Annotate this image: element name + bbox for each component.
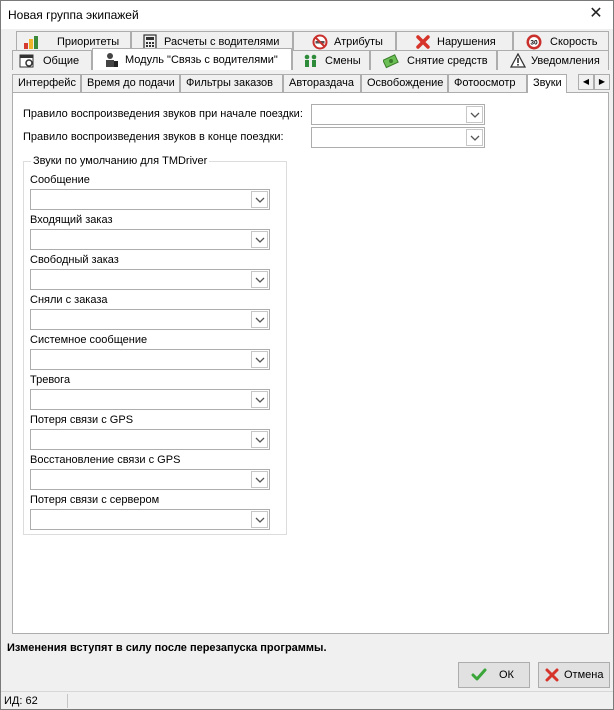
status-separator bbox=[67, 694, 68, 708]
window-title: Новая группа экипажей bbox=[8, 8, 139, 22]
sound-gps-restored-select[interactable] bbox=[30, 469, 270, 490]
subtab-order-filters[interactable]: Фильтры заказов bbox=[180, 74, 283, 92]
start-trip-sound-rule-label: Правило воспроизведения звуков при начале поездки: bbox=[23, 108, 303, 120]
subtab-photo-inspection[interactable]: Фотоосмотр bbox=[448, 74, 527, 92]
sound-order-removed-select[interactable] bbox=[30, 309, 270, 330]
chevron-down-icon[interactable] bbox=[251, 311, 268, 328]
ok-button-label: ОК bbox=[499, 669, 514, 681]
tab-attributes-label: Атрибуты bbox=[334, 36, 383, 48]
warning-icon bbox=[510, 53, 526, 69]
speed-limit-icon bbox=[526, 34, 542, 50]
chevron-down-icon[interactable] bbox=[251, 431, 268, 448]
tab-driver-communication-module-label: Модуль "Связь с водителями" bbox=[125, 54, 278, 66]
title-bar bbox=[1, 1, 613, 29]
sound-server-lost-label: Потеря связи с сервером bbox=[30, 494, 160, 506]
chevron-down-icon[interactable] bbox=[251, 391, 268, 408]
tab-attributes[interactable] bbox=[293, 31, 396, 51]
chevron-down-icon[interactable] bbox=[466, 106, 483, 123]
priority-chart-icon bbox=[23, 34, 39, 50]
sound-order-removed-label: Сняли с заказа bbox=[30, 294, 108, 306]
chevron-down-icon[interactable] bbox=[251, 351, 268, 368]
close-icon[interactable]: ✕ bbox=[589, 5, 603, 22]
check-icon bbox=[471, 668, 487, 682]
sound-free-order-select[interactable] bbox=[30, 269, 270, 290]
money-icon bbox=[383, 53, 399, 69]
driver-phone-icon bbox=[103, 52, 119, 68]
sound-message-select[interactable] bbox=[30, 189, 270, 210]
tab-priorities-label: Приоритеты bbox=[57, 36, 120, 48]
cancel-button[interactable] bbox=[538, 662, 610, 688]
chevron-down-icon[interactable] bbox=[251, 231, 268, 248]
chevron-down-icon[interactable] bbox=[251, 471, 268, 488]
no-smoking-icon bbox=[312, 34, 328, 50]
general-settings-icon bbox=[19, 53, 35, 69]
sound-alarm-label: Тревога bbox=[30, 374, 71, 386]
sound-message-label: Сообщение bbox=[30, 174, 90, 186]
sound-free-order-label: Свободный заказ bbox=[30, 254, 119, 266]
end-trip-sound-rule-label: Правило воспроизведения звуков в конце поездки: bbox=[23, 131, 284, 143]
tab-driver-communication-module[interactable] bbox=[92, 48, 292, 70]
subtab-interface[interactable]: Интерфейс bbox=[12, 74, 81, 92]
tab-violations-label: Нарушения bbox=[437, 36, 496, 48]
ok-button[interactable] bbox=[458, 662, 530, 688]
sounds-panel bbox=[12, 92, 609, 634]
tab-driver-calculations-label: Расчеты с водителями bbox=[164, 36, 280, 48]
tab-withdrawal-label: Снятие средств bbox=[407, 55, 488, 67]
sound-system-message-label: Системное сообщение bbox=[30, 334, 148, 346]
sound-gps-lost-label: Потеря связи с GPS bbox=[30, 414, 134, 426]
svg-text:30: 30 bbox=[530, 39, 538, 47]
restart-notice: Изменения вступят в силу после перезапуска программы. bbox=[7, 642, 327, 654]
tab-speed[interactable] bbox=[513, 31, 609, 51]
subtab-scroll-left-icon[interactable]: ◀ bbox=[578, 74, 594, 90]
tab-general-label: Общие bbox=[43, 55, 80, 67]
people-icon bbox=[303, 53, 319, 69]
sound-gps-lost-select[interactable] bbox=[30, 429, 270, 450]
cancel-cross-icon bbox=[545, 668, 559, 682]
tab-notifications[interactable] bbox=[497, 50, 609, 70]
default-sounds-group-title: Звуки по умолчанию для TMDriver bbox=[33, 155, 208, 167]
subtab-scroll-right-icon[interactable]: ▶ bbox=[594, 74, 610, 90]
chevron-down-icon[interactable] bbox=[466, 129, 483, 146]
end-trip-sound-rule-select[interactable] bbox=[311, 127, 485, 148]
subtab-strip bbox=[12, 74, 610, 92]
subtab-release[interactable]: Освобождение bbox=[361, 74, 448, 92]
sound-incoming-order-select[interactable] bbox=[30, 229, 270, 250]
start-trip-sound-rule-select[interactable] bbox=[311, 104, 485, 125]
tab-violations[interactable] bbox=[396, 31, 513, 51]
chevron-down-icon[interactable] bbox=[251, 511, 268, 528]
sound-system-message-select[interactable] bbox=[30, 349, 270, 370]
sound-server-lost-select[interactable] bbox=[30, 509, 270, 530]
subtab-auto-distribution[interactable]: Автораздача bbox=[283, 74, 361, 92]
sound-gps-restored-label: Восстановление связи с GPS bbox=[30, 454, 181, 466]
sound-alarm-select[interactable] bbox=[30, 389, 270, 410]
subtab-time-to-arrival[interactable]: Время до подачи bbox=[81, 74, 180, 92]
tab-speed-label: Скорость bbox=[550, 36, 598, 48]
record-id: ИД: 62 bbox=[4, 695, 38, 707]
chevron-down-icon[interactable] bbox=[251, 271, 268, 288]
sound-incoming-order-label: Входящий заказ bbox=[30, 214, 113, 226]
chevron-down-icon[interactable] bbox=[251, 191, 268, 208]
red-cross-icon bbox=[415, 34, 431, 50]
tab-withdrawal[interactable] bbox=[370, 50, 497, 70]
tab-shifts[interactable] bbox=[292, 50, 370, 70]
tab-shifts-label: Смены bbox=[325, 55, 361, 67]
tab-notifications-label: Уведомления bbox=[531, 55, 600, 67]
subtab-sounds[interactable]: Звуки bbox=[527, 74, 567, 93]
cancel-button-label: Отмена bbox=[564, 669, 604, 681]
status-bar bbox=[1, 691, 613, 709]
tab-general[interactable] bbox=[12, 50, 92, 70]
